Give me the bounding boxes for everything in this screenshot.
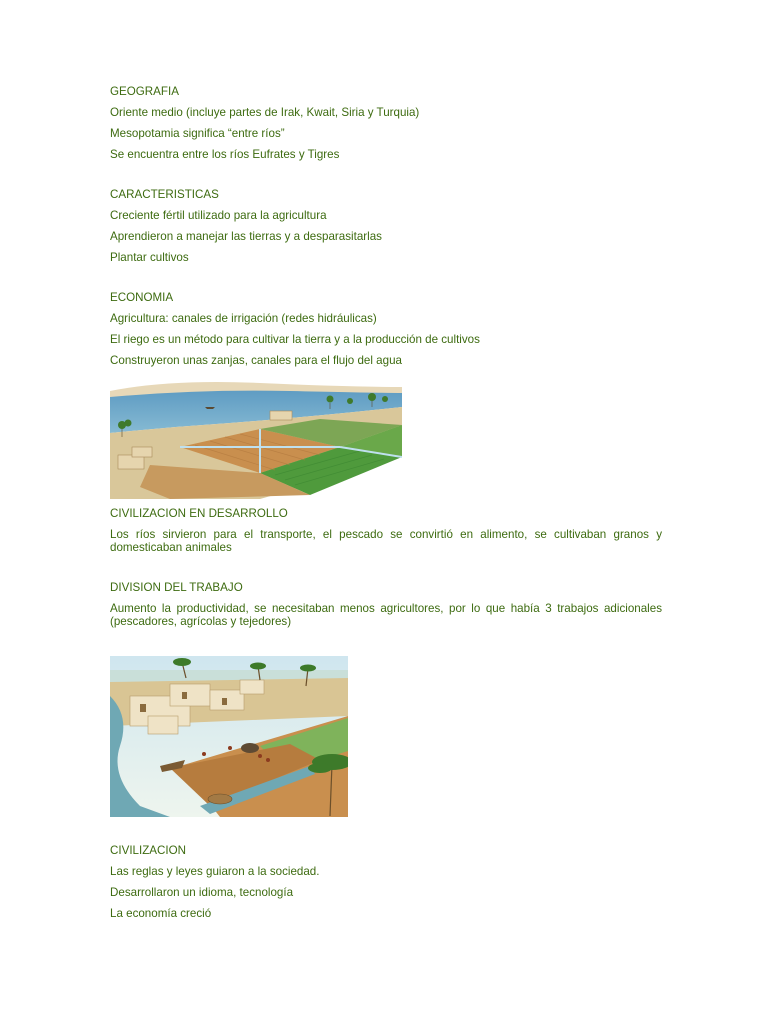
section-line: Agricultura: canales de irrigación (redes hidráulicas) [110,312,377,325]
section-line: El riego es un método para cultivar la tierra y a la producción de cultivos [110,333,480,346]
section-division-del-trabajo [110,581,662,628]
irrigation-fields-illustration [110,377,402,499]
mesopotamian-village-illustration [110,656,348,817]
section-caracteristicas [110,188,662,265]
section-economia [110,291,662,368]
section-civilizacion-en-desarrollo [110,507,662,554]
section-line: Las reglas y leyes guiaron a la sociedad. [110,865,320,878]
section-line: La economía creció [110,907,212,920]
section-line: Mesopotamia significa “entre ríos” [110,127,285,140]
section-line: Plantar cultivos [110,251,189,264]
section-line: Construyeron unas zanjas, canales para el flujo del agua [110,354,402,367]
section-civilizacion [110,844,662,921]
section-heading: ECONOMIA [110,291,174,304]
section-line: Aprendieron a manejar las tierras y a desparasitarlas [110,230,382,243]
section-paragraph: Los ríos sirvieron para el transporte, el pescado se convirtió en alimento, se cultivaban granos y domesticaban animales [110,528,662,554]
section-line: Creciente fértil utilizado para la agricultura [110,209,327,222]
section-line: Oriente medio (incluye partes de Irak, Kwait, Siria y Turquia) [110,106,420,119]
section-line: Se encuentra entre los ríos Eufrates y Tigres [110,148,340,161]
section-geografia [110,85,662,162]
section-paragraph: Aumento la productividad, se necesitaban menos agricultores, por lo que había 3 trabajos adicionales (pescadores, agrícolas y tejedores) [110,602,662,628]
section-heading: CIVILIZACION EN DESARROLLO [110,507,288,520]
section-heading: CIVILIZACION [110,844,187,857]
section-line: Desarrollaron un idioma, tecnología [110,886,294,899]
section-heading: DIVISION DEL TRABAJO [110,581,243,594]
section-heading: GEOGRAFIA [110,85,179,98]
section-heading: CARACTERISTICAS [110,188,219,201]
